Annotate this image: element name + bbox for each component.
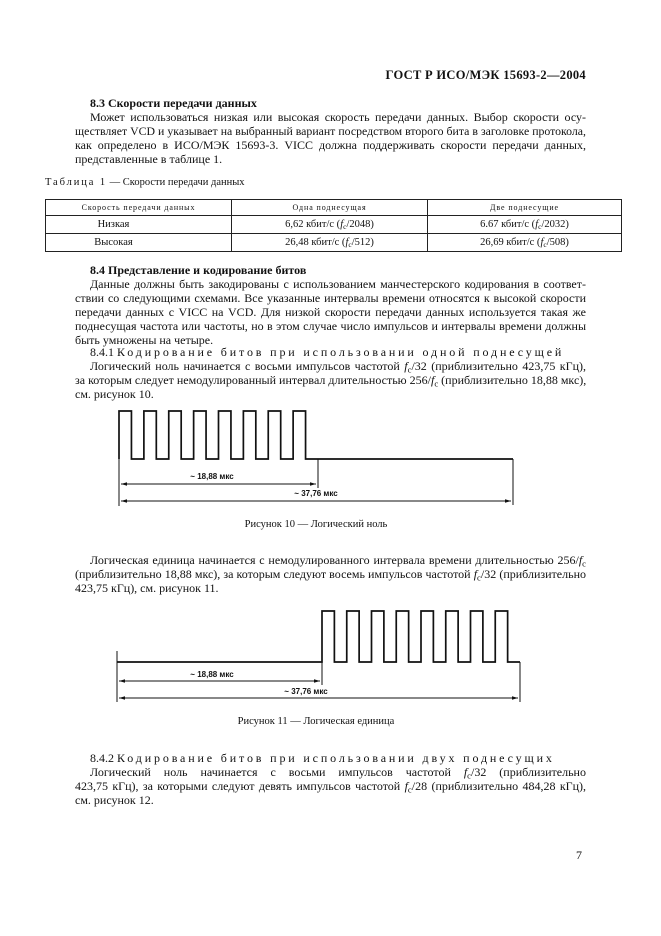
table-row bbox=[46, 216, 622, 234]
paragraph-line: ствии со следующими схемами. Все указанные интервалы времени относятся к высокой скорости bbox=[75, 291, 586, 305]
symbol-subscript-c: c bbox=[407, 784, 412, 793]
figure-10-logic-zero-waveform bbox=[0, 400, 661, 515]
dimension-label-long: ~ 37,76 мкс bbox=[294, 489, 338, 498]
dimension-label-long: ~ 37,76 мкс bbox=[284, 687, 328, 696]
subsection-title: Кодирование битов при использовании одной поднесущей bbox=[117, 345, 565, 359]
subsection-title: Кодирование битов при использовании двух поднесущих bbox=[117, 751, 555, 765]
symbol-subscript-c: c bbox=[582, 558, 586, 567]
symbol-subscript-c: c bbox=[477, 572, 481, 581]
table-cell-two-subcarriers: 6.67 кбит/с $(f_c/2032)$ bbox=[428, 216, 622, 234]
table-caption-title: — Скорости передачи данных bbox=[109, 177, 245, 188]
figure-11-logic-one-waveform bbox=[0, 600, 661, 710]
subsection-heading-8-4-2 bbox=[90, 751, 555, 765]
column-header-one-subcarrier: Одна поднесущая bbox=[232, 200, 428, 216]
paragraph-line: Данные должны быть закодированы с использованием манчестерского кодирования в соответ- bbox=[90, 277, 586, 291]
symbol-f: f bbox=[404, 779, 408, 793]
symbol-f: f bbox=[535, 219, 539, 230]
symbol-f: f bbox=[540, 237, 544, 248]
data-rates-table bbox=[45, 199, 622, 252]
symbol-f: f bbox=[345, 237, 349, 248]
paragraph-line: 423,75 кГц), за которыми следуют девять импульсов частотой $f_c/28$ (приблизительно 484,28 кГц), bbox=[75, 779, 586, 793]
subsection-number: 8.4.1 bbox=[90, 345, 114, 359]
paragraph-line: за которым следует немодулированный интервал длительностью $256/f_c$ (приблизительно 18,88 мкс), bbox=[75, 373, 586, 387]
waveform-pulses bbox=[119, 411, 513, 459]
symbol-f: f bbox=[473, 567, 478, 581]
dimension-label-short: ~ 18,88 мкс bbox=[190, 670, 234, 679]
table-cell-rate: Высокая bbox=[46, 234, 232, 252]
section-heading-8-4: 8.4 Представление и кодирование битов bbox=[90, 263, 307, 277]
table-caption-label: Таблица 1 bbox=[45, 177, 108, 188]
symbol-subscript-c: c bbox=[434, 378, 439, 387]
symbol-f: f bbox=[340, 219, 344, 230]
column-header-rate: Скорость передачи данных bbox=[46, 200, 232, 216]
paragraph-line: Логический ноль начинается с восьми импульсов частотой $f_c/32$ (приблизительно bbox=[90, 765, 586, 779]
subsection-number: 8.4.2 bbox=[90, 751, 114, 765]
table-header-row bbox=[46, 200, 622, 216]
table-cell-two-subcarriers: 26,69 кбит/с $(f_c/508)$ bbox=[428, 234, 622, 252]
figure-10-caption: Рисунок 10 — Логический ноль bbox=[244, 519, 388, 530]
document-standard-id: ГОСТ Р ИСО/МЭК 15693-2—2004 bbox=[385, 68, 586, 82]
table-caption bbox=[45, 176, 245, 190]
symbol-f: f bbox=[463, 765, 468, 779]
symbol-subscript-c: c bbox=[343, 222, 347, 232]
paragraph-line: Логическая единица начинается с немодулированного интервала времени длительностью $256/f_c$ bbox=[90, 553, 586, 567]
paragraph-line: передачи данных с VICC на VCD. Для низкой скорости передачи данных используется такая же bbox=[75, 305, 586, 319]
symbol-subscript-c: c bbox=[543, 240, 547, 250]
table-row bbox=[46, 234, 622, 252]
column-header-two-subcarriers: Две поднесущие bbox=[428, 200, 622, 216]
table-cell-one-subcarrier: 26,48 кбит/с $(f_c/512)$ bbox=[232, 234, 428, 252]
symbol-f: f bbox=[430, 373, 435, 387]
table-cell-rate: Низкая bbox=[46, 216, 232, 234]
paragraph-line: 423,75 кГц), см. рисунок 11. bbox=[75, 581, 219, 595]
subsection-heading-8-4-1 bbox=[90, 345, 564, 359]
paragraph-line: Логический ноль начинается с восьми импульсов частотой $f_c/32$ (приблизительно 423,75 кГц), bbox=[90, 359, 586, 373]
paragraph-line: быть умножены на четыре. bbox=[75, 333, 214, 347]
paragraph-line: см. рисунок 12. bbox=[75, 793, 154, 807]
figure-11-caption: Рисунок 11 — Логическая единица bbox=[237, 716, 395, 727]
paragraph-line: ществляет VCD и указывает на выбранный вариант посредством второго бита в заголовке протокола, bbox=[75, 124, 586, 138]
paragraph-line: (приблизительно 18,88 мкс), за которым следуют восемь импульсов частотой $f_c/32$ (приблизительно bbox=[75, 567, 586, 581]
table-cell-one-subcarrier: 6,62 кбит/с $(f_c/2048)$ bbox=[232, 216, 428, 234]
section-heading-8-3: 8.3 Скорости передачи данных bbox=[90, 96, 257, 110]
symbol-subscript-c: c bbox=[407, 364, 412, 373]
symbol-subscript-c: c bbox=[538, 222, 542, 232]
waveform-pulses bbox=[117, 611, 520, 662]
symbol-f: f bbox=[404, 359, 408, 373]
symbol-subscript-c: c bbox=[467, 770, 472, 779]
paragraph-line: поднесущая частота или частоты, но в этом случае число импульсов и интервалы времени должны bbox=[75, 319, 586, 333]
page-number: 7 bbox=[576, 848, 582, 862]
paragraph-line: см. рисунок 10. bbox=[75, 387, 154, 401]
symbol-f: f bbox=[578, 553, 583, 567]
paragraph-line: Может использоваться низкая или высокая скорость передачи данных. Выбор скорости осу- bbox=[90, 110, 586, 124]
dimension-label-short: ~ 18,88 мкс bbox=[190, 472, 234, 481]
symbol-subscript-c: c bbox=[348, 240, 352, 250]
paragraph-line: представленные в таблице 1. bbox=[75, 152, 223, 166]
paragraph-line: как определено в ИСО/МЭК 15693-3. VICC должна поддерживать скорости передачи данных, bbox=[75, 138, 586, 152]
